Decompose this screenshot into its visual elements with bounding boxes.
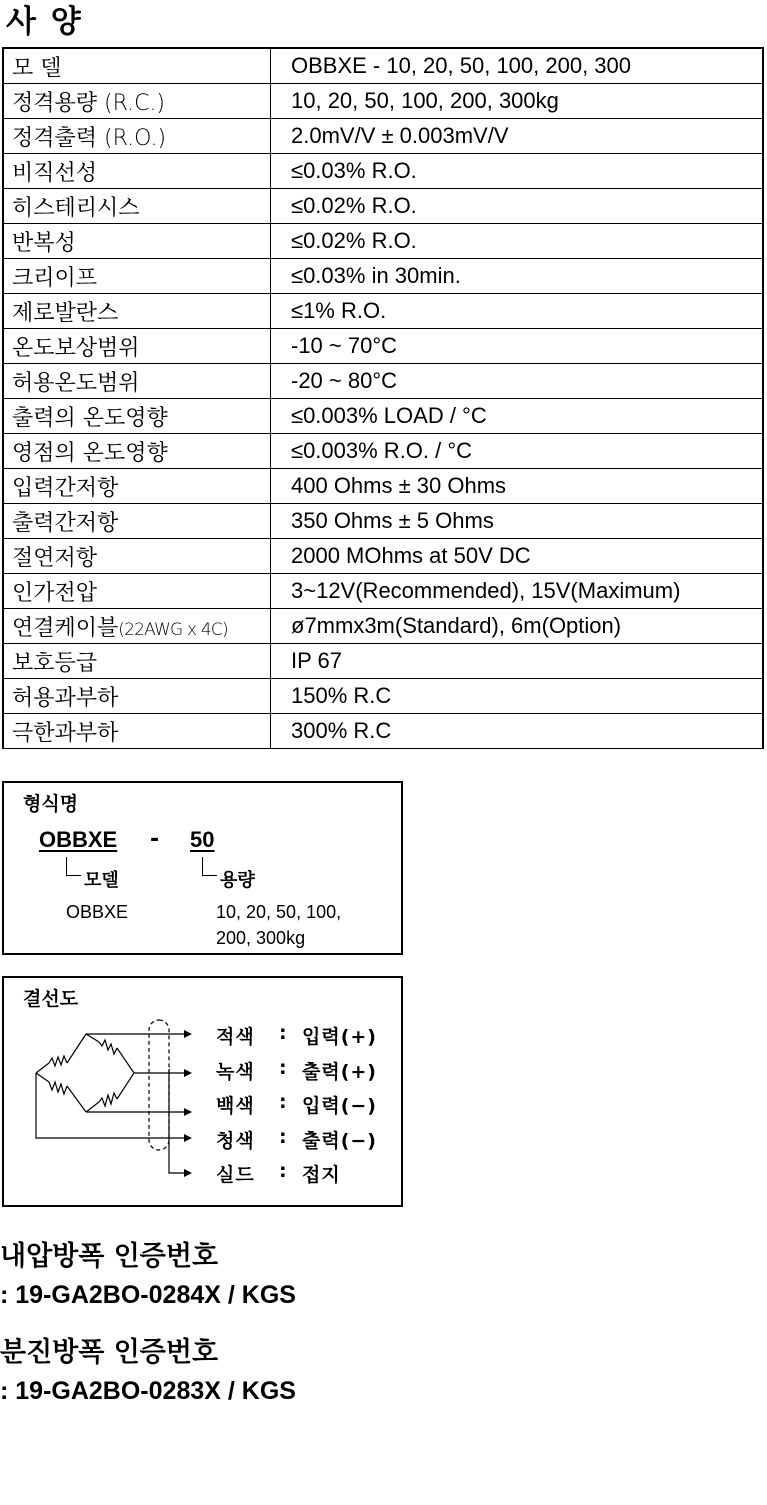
spec-value: ø7mmx3m(Standard), 6m(Option) — [271, 609, 764, 644]
spec-key — [3, 469, 271, 504]
spec-key — [3, 504, 271, 539]
spec-key-text: 보호등급 — [12, 650, 98, 676]
spec-value: IP 67 — [271, 644, 764, 679]
spec-row — [3, 434, 763, 469]
spec-value: 400 Ohms ± 30 Ohms — [271, 469, 764, 504]
model-label: 모델 — [84, 870, 119, 891]
spec-row — [3, 714, 763, 749]
spec-key-text: 비직선성 — [12, 160, 98, 186]
spec-value: 300% R.C — [271, 714, 764, 749]
spec-value: 2000 MOhms at 50V DC — [271, 539, 764, 574]
spec-key — [3, 609, 271, 644]
spec-value: 3~12V(Recommended), 15V(Maximum) — [271, 574, 764, 609]
wire-signal-label: 출력(+) — [302, 1061, 377, 1083]
spec-value: ≤0.003% R.O. / °C — [271, 434, 764, 469]
wire-separator: : — [279, 1160, 288, 1182]
wire-color-label: 백색 — [216, 1095, 255, 1117]
spec-row — [3, 574, 763, 609]
model-code: OBBXE — [39, 827, 118, 852]
spec-key — [3, 539, 271, 574]
spec-key-text: 히스테리시스 — [12, 195, 140, 221]
flameproof-cert-title: 내압방폭 인증번호 — [0, 1241, 219, 1272]
spec-value: ≤0.003% LOAD / °C — [271, 399, 764, 434]
flameproof-cert-number: : 19-GA2BO-0284X / KGS — [0, 1281, 296, 1309]
spec-key — [3, 574, 271, 609]
spec-title: 사 양 — [6, 4, 83, 40]
wiring-box-title: 결선도 — [23, 988, 79, 1010]
spec-key — [3, 84, 271, 119]
spec-row — [3, 154, 763, 189]
spec-key-text: 반복성 — [12, 230, 76, 256]
wire-separator: : — [279, 1022, 288, 1044]
spec-key-text: 크리이프 — [12, 265, 98, 291]
capacity-bracket — [202, 857, 217, 876]
spec-row — [3, 84, 763, 119]
spec-key — [3, 679, 271, 714]
spec-row — [3, 119, 763, 154]
spec-key — [3, 224, 271, 259]
wiring-diagram-box — [2, 976, 403, 1207]
model-naming-box — [2, 781, 403, 955]
wire-signal-label: 접지 — [302, 1164, 341, 1186]
capacity-label: 용량 — [220, 870, 255, 891]
spec-row — [3, 679, 763, 714]
spec-row — [3, 539, 763, 574]
spec-key — [3, 644, 271, 679]
dust-cert-number: : 19-GA2BO-0283X / KGS — [0, 1377, 296, 1405]
spec-row — [3, 48, 763, 84]
model-box-title: 형식명 — [23, 793, 79, 815]
spec-key-text: 정격출력 (R.O.) — [12, 125, 167, 151]
spec-value: ≤0.02% R.O. — [271, 224, 764, 259]
spec-key — [3, 48, 271, 84]
spec-row — [3, 189, 763, 224]
spec-key — [3, 434, 271, 469]
spec-key — [3, 294, 271, 329]
spec-key-text: 입력간저항 — [12, 475, 119, 501]
wire-separator: : — [279, 1126, 288, 1148]
spec-key — [3, 189, 271, 224]
spec-value: ≤0.02% R.O. — [271, 189, 764, 224]
wire-color-label: 녹색 — [216, 1061, 255, 1083]
spec-key — [3, 364, 271, 399]
spec-key-text: 극한과부하 — [12, 720, 119, 746]
spec-key-text: 정격용량 (R.C.) — [12, 90, 166, 116]
wire-separator: : — [279, 1091, 288, 1113]
spec-row — [3, 644, 763, 679]
spec-value: 150% R.C — [271, 679, 764, 714]
capacity-code: 50 — [190, 827, 215, 852]
spec-table — [2, 47, 764, 749]
spec-value: 10, 20, 50, 100, 200, 300kg — [271, 84, 764, 119]
spec-row — [3, 469, 763, 504]
spec-value: OBBXE - 10, 20, 50, 100, 200, 300 — [271, 48, 764, 84]
spec-key-text: 허용과부하 — [12, 685, 119, 711]
wire-color-label: 실드 — [216, 1164, 255, 1186]
model-bracket — [66, 857, 81, 876]
capacity-value-line1: 10, 20, 50, 100, — [216, 902, 342, 922]
spec-key-text: 절연저항 — [12, 545, 98, 571]
spec-key-text: 연결케이블 — [12, 615, 119, 641]
wire-color-label: 적색 — [216, 1026, 255, 1048]
capacity-value-line2: 200, 300kg — [216, 928, 306, 948]
spec-key — [3, 259, 271, 294]
spec-key — [3, 329, 271, 364]
dust-cert-title: 분진방폭 인증번호 — [0, 1337, 219, 1368]
spec-key-text: 인가전압 — [12, 580, 98, 606]
wire-separator: : — [279, 1057, 288, 1079]
spec-key — [3, 154, 271, 189]
spec-value: ≤0.03% in 30min. — [271, 259, 764, 294]
spec-row — [3, 364, 763, 399]
spec-key-text: 온도보상범위 — [12, 335, 140, 361]
spec-row — [3, 224, 763, 259]
spec-value: -20 ~ 80°C — [271, 364, 764, 399]
spec-value: ≤1% R.O. — [271, 294, 764, 329]
spec-value: 2.0mV/V ± 0.003mV/V — [271, 119, 764, 154]
spec-key-text: 영점의 온도영향 — [12, 440, 168, 466]
spec-key-text: 모 델 — [12, 55, 62, 81]
spec-value: 350 Ohms ± 5 Ohms — [271, 504, 764, 539]
spec-row — [3, 399, 763, 434]
spec-row — [3, 329, 763, 364]
wire-color-label: 청색 — [216, 1130, 255, 1152]
spec-row — [3, 294, 763, 329]
spec-value: -10 ~ 70°C — [271, 329, 764, 364]
wire-signal-label: 출력(−) — [302, 1130, 377, 1152]
spec-key — [3, 714, 271, 749]
spec-row — [3, 609, 763, 644]
spec-key-text: 허용온도범위 — [12, 370, 140, 396]
spec-key — [3, 119, 271, 154]
spec-key-text: 출력간저항 — [12, 510, 119, 536]
spec-key-text: 제로발란스 — [12, 300, 119, 326]
model-value: OBBXE — [66, 902, 129, 922]
wire-signal-label: 입력(+) — [302, 1026, 377, 1048]
spec-key — [3, 399, 271, 434]
spec-key-suffix: (22AWG x 4C) — [118, 619, 228, 640]
spec-key-text: 출력의 온도영향 — [12, 405, 168, 431]
spec-row — [3, 259, 763, 294]
spec-value: ≤0.03% R.O. — [271, 154, 764, 189]
model-dash: - — [150, 827, 160, 852]
wire-signal-label: 입력(−) — [302, 1095, 377, 1117]
spec-row — [3, 504, 763, 539]
